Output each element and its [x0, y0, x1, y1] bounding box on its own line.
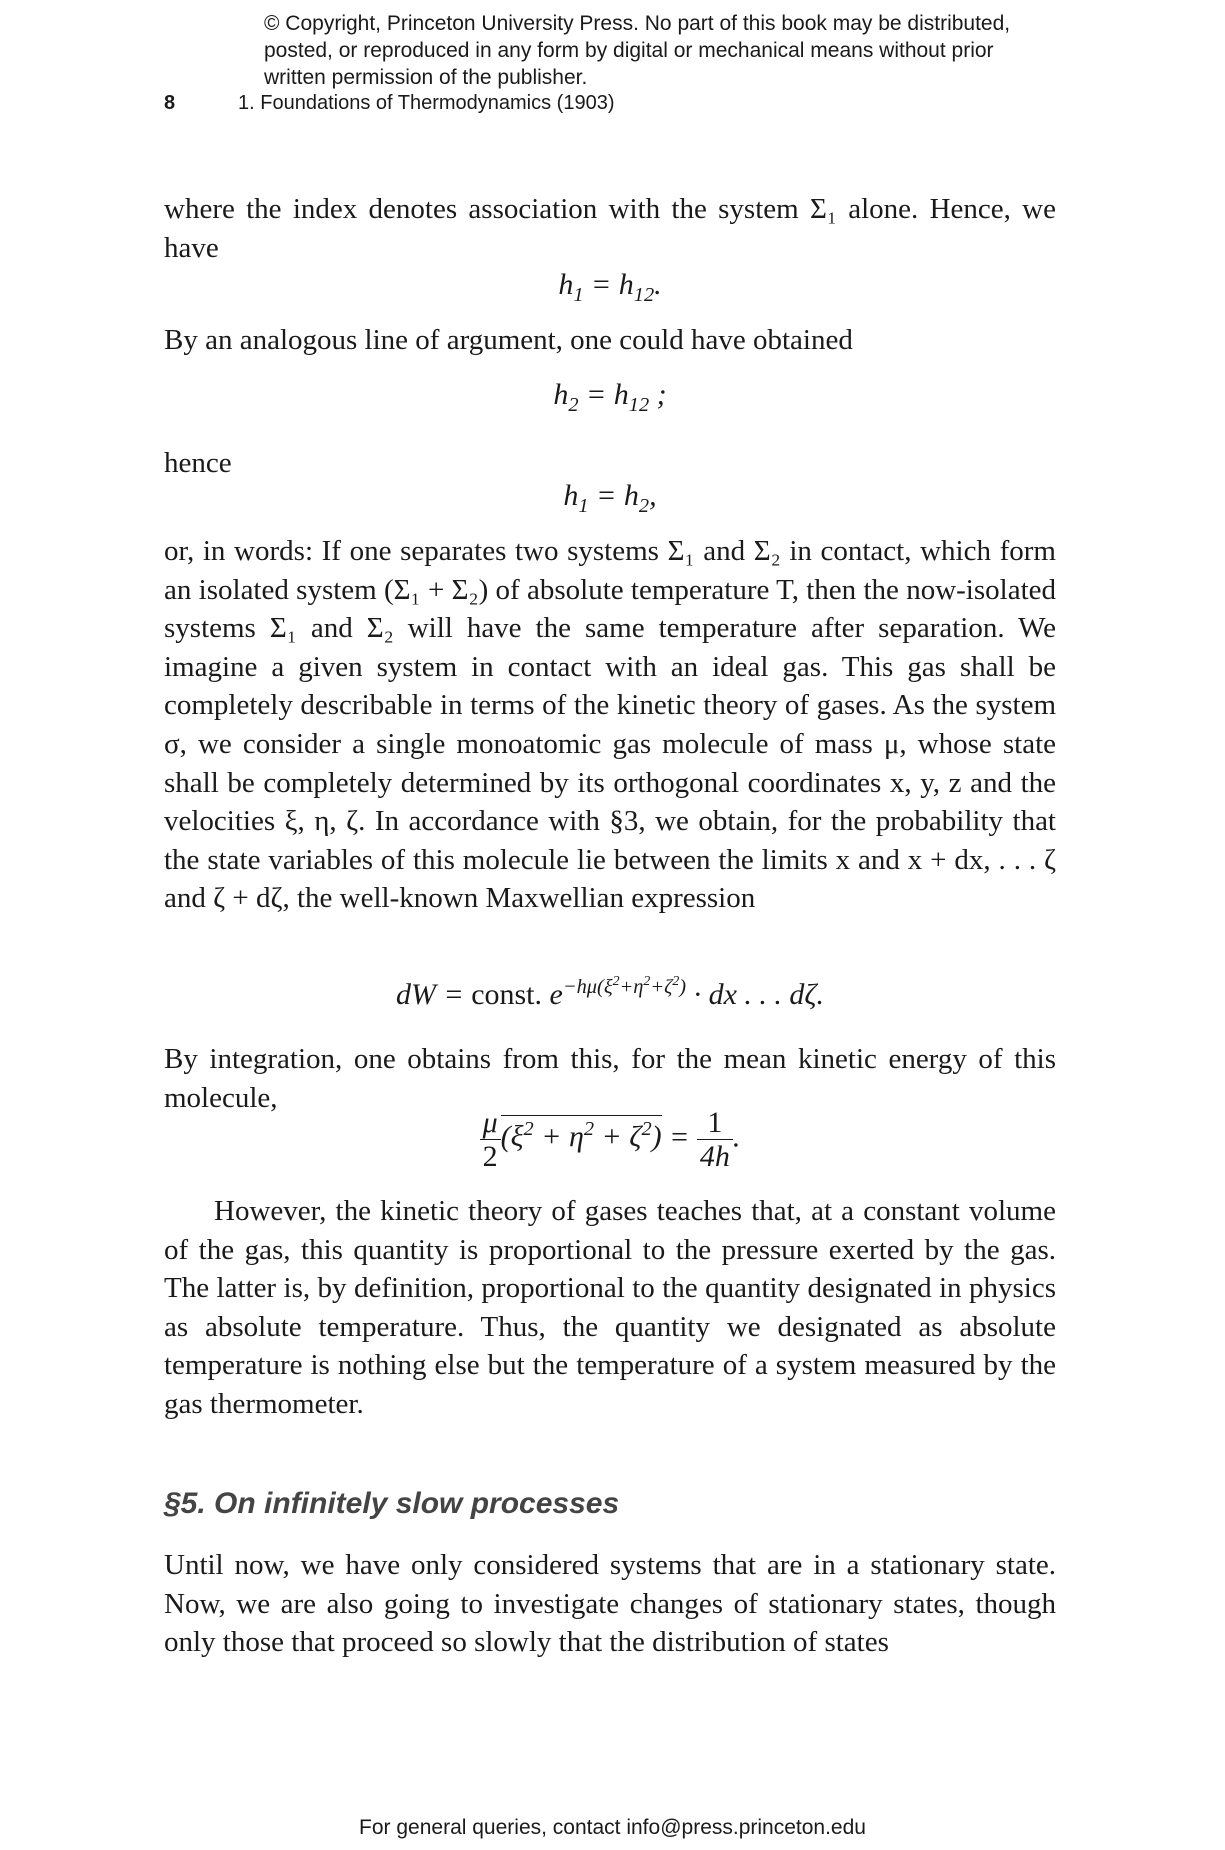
equation-h1-h12: $h_1 = h_{12}$. [558, 268, 662, 306]
paragraph-2: By an analogous line of argument, one could have obtained [164, 324, 853, 356]
copyright-notice: © Copyright, Princeton University Press. No part of this book may be distributed, posted, or reproduced in any form by digital or mechanical means without prior written permission of the publisher. [264, 12, 1011, 89]
paragraph-1: where the index denotes association with the system Σ₁ alone. Hence, we have [164, 193, 1056, 264]
equation-h1-h2: $h_1 = h_2$, [563, 479, 657, 517]
page-number: 8 [164, 92, 176, 114]
equation-mean-kinetic-energy: $\frac{\mu}{2}$ $(\xi^2 + \eta^2 + \zeta^2)$ = $\frac{1}{4h}$ . [164, 1106, 1056, 1173]
equation-h2-h12: $h_2 = h_{12}$ ; [553, 378, 667, 416]
footer-contact: For general queries, contact info@press.princeton.edu [359, 1816, 866, 1839]
paragraph-3: hence [164, 447, 232, 479]
section-heading: §5. On infinitely slow processes [164, 1487, 620, 1520]
paragraph-7: Until now, we have only considered systems that are in a stationary state. Now, we are also going to investigate changes of stationary states, though only those that proceed so slowly that the distribution of states [164, 1549, 1056, 1659]
paragraph-5: By integration, one obtains from this, for the mean kinetic energy of this molecule, [164, 1043, 1056, 1114]
paragraph-4: or, in words: If one separates two systems Σ₁ and Σ₂ in contact, which form an isolated system (Σ₁ + Σ₂) of absolute temperature T, then the now-isolated systems Σ₁ and Σ₂ will have the same temperature after separation. We imagine a given system in contact with an ideal gas. This gas shall be completely describable in terms of the kinetic theory of gases. As the system σ, we consider a single monoatomic gas molecule of mass μ, whose state shall be completely determined by its orthogonal coordinates x, y, z and the velocities ξ, η, ζ. In accordance with §3, we obtain, for the probability that the state variables of this molecule lie between the limits x and x + dx, . . . ζ and ζ + dζ, the well-known Maxwellian expression [164, 535, 1056, 915]
running-head [164, 92, 615, 115]
paragraph-6: However, the kinetic theory of gases teaches that, at a constant volume of the gas, this quantity is proportional to the pressure exerted by the gas. The latter is, by definition, proportional to the quantity designated in physics as absolute temperature. Thus, the quantity we designated as absolute temperature is nothing else but the temperature of a system measured by the gas thermometer. [164, 1195, 1056, 1420]
equation-maxwellian: dW = const. $e^{-h\mu(\xi^2+\eta^2+\zeta^2)}$ · dx . . . dζ. [395, 974, 825, 1011]
chapter-title: 1. Foundations of Thermodynamics (1903) [238, 92, 615, 114]
